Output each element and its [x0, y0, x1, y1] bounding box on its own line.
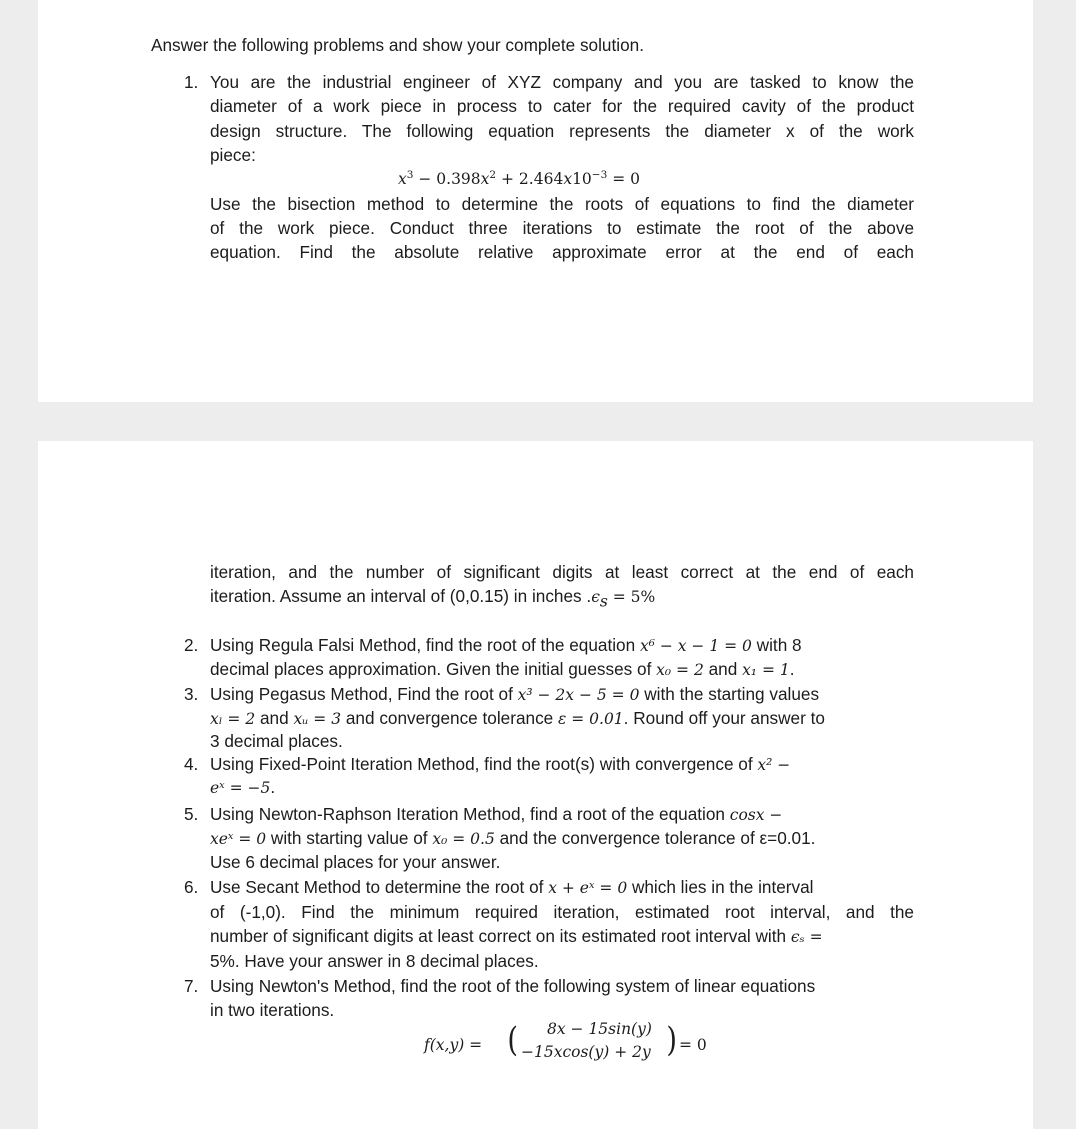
problem-1-line-2: diameter of a work piece in process to cater for the required cavity of the product — [210, 96, 914, 116]
problem-5-line-1: Using Newton-Raphson Iteration Method, find a root of the equation cosx − — [210, 804, 783, 824]
problem-6-line-2: of (-1,0). Find the minimum required iteration, estimated root interval, and the — [210, 902, 914, 922]
problem-7-line-2: in two iterations. — [210, 1000, 335, 1020]
problem-5-number: 5. — [184, 804, 199, 824]
system-row-1: 8x − 15sin(y) — [547, 1020, 652, 1038]
problem-2-line-1: Using Regula Falsi Method, find the root of the equation x⁶ − x − 1 = 0 with 8 — [210, 635, 802, 655]
problem-5-line-3: Use 6 decimal places for your answer. — [210, 852, 501, 872]
problem-1-line-7: equation. Find the absolute relative approximate error at the end of each — [210, 242, 914, 262]
system-rhs: = 0 — [679, 1036, 707, 1054]
problem-3-line-2: xₗ = 2 and xᵤ = 3 and convergence tolerance ε = 0.01. Round off your answer to — [210, 708, 825, 728]
problem-6-number: 6. — [184, 877, 199, 897]
problem-1-number: 1. — [184, 72, 199, 92]
problem-1-line-5: Use the bisection method to determine the roots of equations to find the diameter — [210, 194, 914, 214]
problem-3-number: 3. — [184, 684, 199, 704]
problem-2-line-2: decimal places approximation. Given the initial guesses of x₀ = 2 and x₁ = 1. — [210, 659, 795, 679]
page-gutter — [0, 0, 38, 1129]
problem-2-number: 2. — [184, 635, 199, 655]
problem-3-line-3: 3 decimal places. — [210, 731, 343, 751]
system-row-2: −15xcos(y) + 2y — [521, 1043, 651, 1061]
left-paren: ( — [507, 1020, 518, 1060]
problem-1-continued-line-1: iteration, and the number of significant digits at least correct at the end of each — [210, 562, 914, 582]
problem-6-line-3: number of significant digits at least correct on its estimated root interval with ϵₛ = — [210, 926, 823, 946]
right-paren: ) — [666, 1020, 677, 1060]
problem-1-line-3: design structure. The following equation represents the diameter x of the work — [210, 121, 914, 141]
problem-4-line-2: eˣ = −5. — [210, 777, 276, 797]
problem-4-number: 4. — [184, 754, 199, 774]
problem-5-line-2: xeˣ = 0 with starting value of x₀ = 0.5 and the convergence tolerance of ε=0.01. — [210, 828, 816, 848]
problem-6-line-4: 5%. Have your answer in 8 decimal places. — [210, 951, 539, 971]
problem-1-line-4: piece: — [210, 145, 256, 165]
system-lhs: f(x,y) = — [424, 1036, 483, 1054]
document-page-2 — [38, 441, 1033, 1129]
problem-1-equation: $x^3 - 0.398x^2 + 2.464x10^{-3} = 0$ — [398, 168, 640, 188]
instructions-heading: Answer the following problems and show your complete solution. — [151, 35, 644, 55]
problem-7-number: 7. — [184, 976, 199, 996]
problem-4-line-1: Using Fixed-Point Iteration Method, find the root(s) with convergence of x² − — [210, 754, 791, 774]
problem-1-line-1: You are the industrial engineer of XYZ company and you are tasked to know the — [210, 72, 914, 92]
problem-3-line-1: Using Pegasus Method, Find the root of x³ − 2x − 5 = 0 with the starting values — [210, 684, 820, 704]
problem-6-line-1: Use Secant Method to determine the root of x + eˣ = 0 which lies in the interval — [210, 877, 814, 897]
problem-1-continued-line-2: iteration. Assume an interval of (0,0.15) in inches $.\epsilon_s = 5\%$ — [210, 586, 656, 611]
problem-7-line-1: Using Newton's Method, find the root of the following system of linear equations — [210, 976, 816, 996]
problem-1-line-6: of the work piece. Conduct three iterations to estimate the root of the above — [210, 218, 914, 238]
